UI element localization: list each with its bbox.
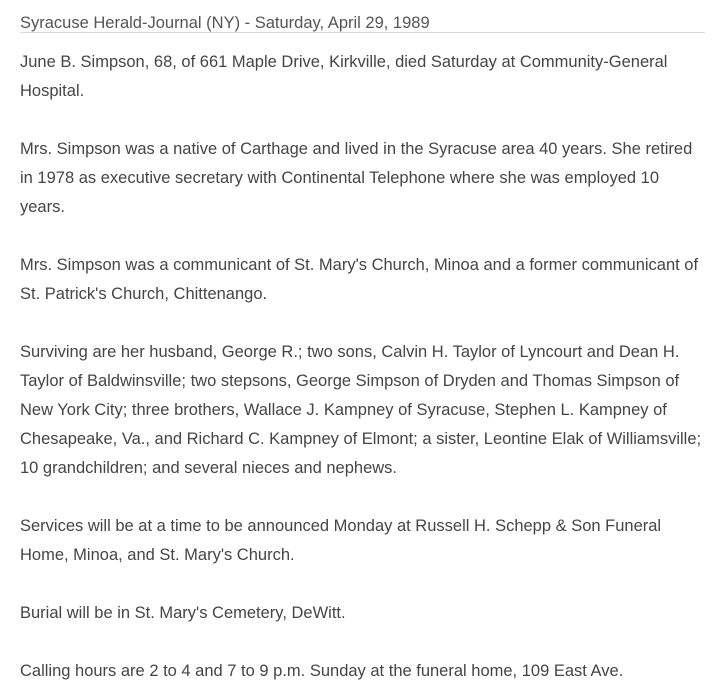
- paragraph-death-notice: June B. Simpson, 68, of 661 Maple Drive, Kirkville, died Saturday at Community-General Hospital.: [20, 53, 668, 100]
- obituary-body: [20, 33, 705, 686]
- source-header: Syracuse Herald-Journal (NY) - Saturday, April 29, 1989: [20, 0, 705, 33]
- paragraph-survivors: Surviving are her husband, George R.; two sons, Calvin H. Taylor of Lyncourt and Dean H. Taylor of Baldwinsville; two stepsons, George Simpson of Dryden and Thomas Simpson of New York City; three brothers, Wallace J. Kampney of Syracuse, Stephen L. Kampney of Chesapeake, Va., and Richard C. Kampney of Elmont; a sister, Leontine Elak of Williamsville; 10 grandchildren; and several nieces and nephews.: [20, 343, 702, 477]
- paragraph-church: Mrs. Simpson was a communicant of St. Mary's Church, Minoa and a former communicant of St. Patrick's Church, Chittenango.: [20, 256, 699, 303]
- paragraph-services: Services will be at a time to be announced Monday at Russell H. Schepp & Son Funeral Home, Minoa, and St. Mary's Church.: [20, 517, 662, 564]
- paragraph-calling-hours: Calling hours are 2 to 4 and 7 to 9 p.m. Sunday at the funeral home, 109 East Ave.: [20, 662, 624, 680]
- paragraph-burial: Burial will be in St. Mary's Cemetery, DeWitt.: [20, 604, 346, 622]
- paragraph-biography: Mrs. Simpson was a native of Carthage and lived in the Syracuse area 40 years. She retired in 1978 as executive secretary with Continental Telephone where she was employed 10 years.: [20, 140, 693, 216]
